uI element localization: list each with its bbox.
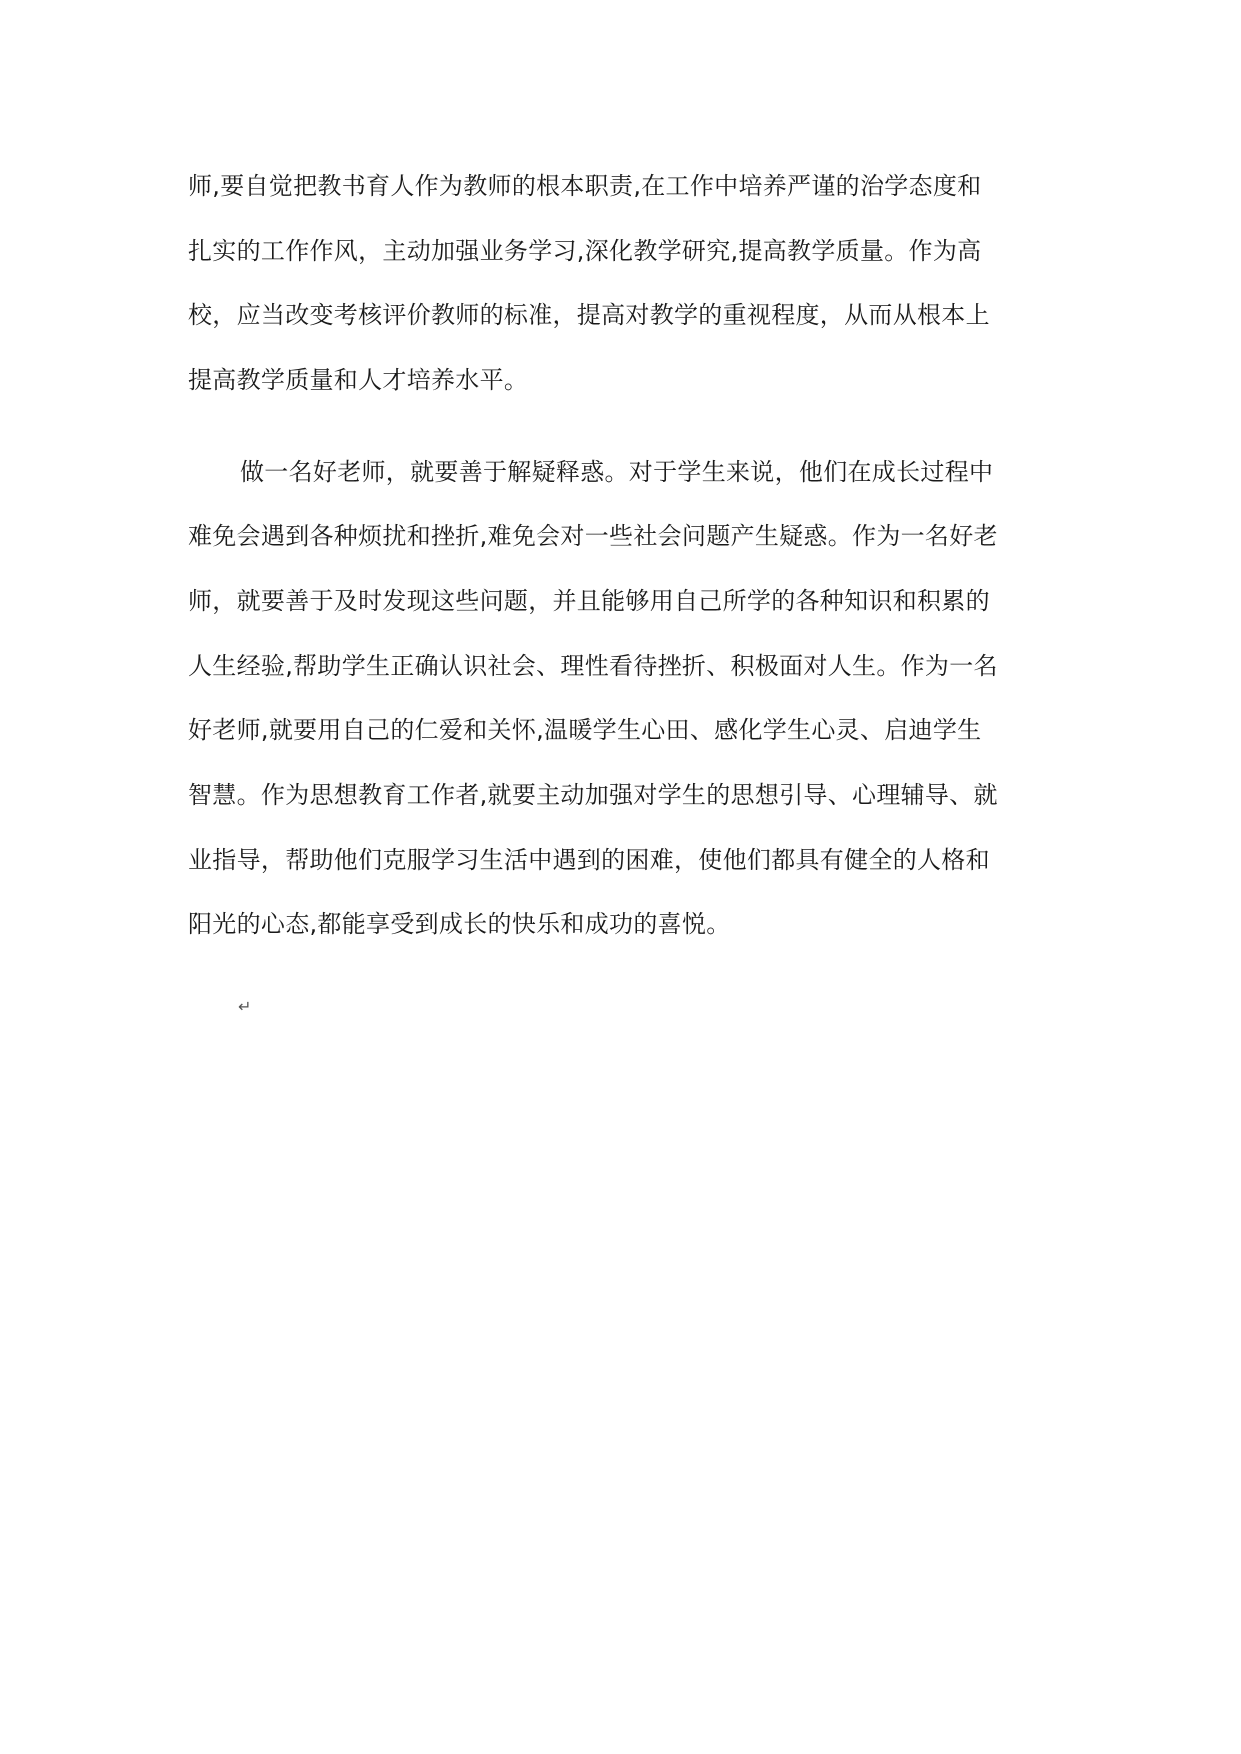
text-line: 扎实的工作作风，主动加强业务学习,深化教学研究,提高教学质量。作为高 — [188, 237, 982, 265]
text-line: 人生经验,帮助学生正确认识社会、理性看待挫折、积极面对人生。作为一名 — [188, 652, 998, 680]
text-line: 好老师,就要用自己的仁爱和关怀,温暖学生心田、感化学生心灵、启迪学生 — [188, 716, 982, 744]
text-line: 提高教学质量和人才培养水平。 — [188, 366, 529, 394]
text-line: 做一名好老师，就要善于解疑释惑。对于学生来说，他们在成长过程中 — [240, 458, 994, 486]
paragraph-mark-icon: ↵ — [238, 997, 252, 1016]
text-line: 难免会遇到各种烦扰和挫折,难免会对一些社会问题产生疑惑。作为一名好老 — [188, 522, 998, 550]
text-line: 校，应当改变考核评价教师的标准，提高对教学的重视程度，从而从根本上 — [188, 301, 990, 329]
text-line: 阳光的心态,都能享受到成长的快乐和成功的喜悦。 — [188, 910, 731, 938]
text-line: 智慧。作为思想教育工作者,就要主动加强对学生的思想引导、心理辅导、就 — [188, 781, 998, 809]
text-line: 师,要自觉把教书育人作为教师的根本职责,在工作中培养严谨的治学态度和 — [188, 172, 982, 200]
text-line: 师，就要善于及时发现这些问题，并且能够用自己所学的各种知识和积累的 — [188, 587, 990, 615]
text-line: 业指导，帮助他们克服学习生活中遇到的困难，使他们都具有健全的人格和 — [188, 846, 990, 874]
